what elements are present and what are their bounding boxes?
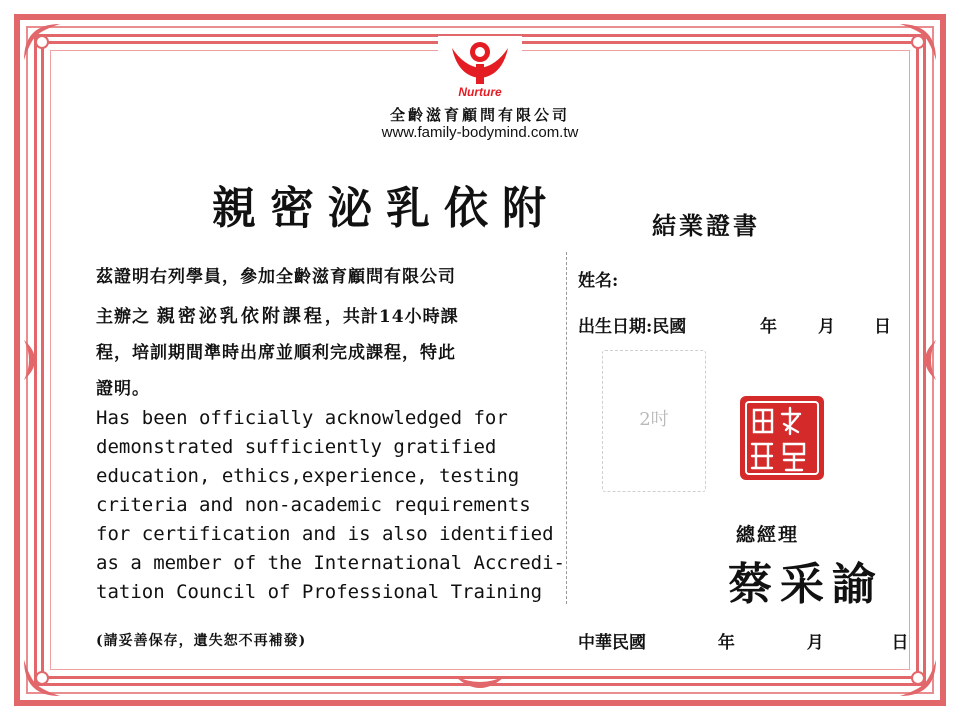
name-label: 姓名: bbox=[578, 271, 619, 291]
company-url: www.family-bodymind.com.tw bbox=[381, 124, 579, 141]
course-name: 親密泌乳依附課程 bbox=[156, 306, 325, 327]
body-zh-line-2 bbox=[96, 302, 459, 328]
side-ornament-left bbox=[20, 340, 50, 384]
body-zh-line-3: 程，培訓期間準時出席並順利完成課程，特此 bbox=[96, 343, 456, 363]
corner-ornament-bottom-left bbox=[20, 656, 64, 700]
preservation-notice: (請妥善保存，遺失恕不再補發) bbox=[96, 633, 307, 649]
side-ornament-right bbox=[910, 340, 940, 384]
bottom-ornament bbox=[455, 672, 505, 704]
dob-label: 出生日期:民國 bbox=[578, 317, 687, 337]
body-en-line: as a member of the International Accredi- bbox=[96, 552, 565, 574]
body-zh-line-2-prefix: 主辦之 bbox=[96, 307, 150, 327]
company-seal bbox=[738, 394, 826, 482]
logo-text: Nurture bbox=[458, 85, 502, 99]
dob-day: 日 bbox=[874, 317, 891, 337]
dob-year: 年 bbox=[760, 317, 777, 337]
nurture-logo bbox=[438, 36, 522, 100]
certificate-title: 親密泌乳依附 bbox=[212, 183, 560, 234]
body-en-text bbox=[96, 404, 566, 607]
dob-month: 月 bbox=[818, 317, 835, 337]
issue-date-day: 日 bbox=[891, 633, 909, 653]
issue-date-prefix: 中華民國 bbox=[578, 633, 646, 653]
body-zh-line-1: 茲證明右列學員，參加全齡滋育顧問有限公司 bbox=[96, 267, 456, 287]
body-en-line: tation Council of Professional Training bbox=[96, 581, 543, 603]
photo-placeholder bbox=[602, 350, 706, 492]
body-zh-line-4: 證明。 bbox=[96, 379, 150, 399]
column-divider bbox=[566, 252, 567, 604]
body-en-line: for certification and is also identified bbox=[96, 523, 554, 545]
company-name: 全齡滋育顧問有限公司 bbox=[389, 106, 570, 124]
issue-date-month: 月 bbox=[806, 633, 824, 653]
photo-size-label: 2吋 bbox=[639, 409, 669, 430]
certificate-subtitle: 結業證書 bbox=[652, 211, 760, 240]
issue-date-year: 年 bbox=[717, 633, 735, 653]
corner-ornament-bottom-right bbox=[896, 656, 940, 700]
signer-title: 總經理 bbox=[736, 524, 800, 546]
signer-name: 蔡采諭 bbox=[728, 559, 884, 610]
corner-ornament-top-left bbox=[20, 20, 64, 64]
body-en-line: education, ethics,experience, testing bbox=[96, 465, 520, 487]
body-en-line: demonstrated sufficiently gratified bbox=[96, 436, 497, 458]
body-en-line: Has been officially acknowledged for bbox=[96, 407, 508, 429]
issue-date bbox=[578, 628, 909, 653]
corner-ornament-top-right bbox=[896, 20, 940, 64]
body-en-line: criteria and non-academic requirements bbox=[96, 494, 531, 516]
body-zh-line-2-suffix: ，共計14小時課 bbox=[324, 307, 459, 327]
